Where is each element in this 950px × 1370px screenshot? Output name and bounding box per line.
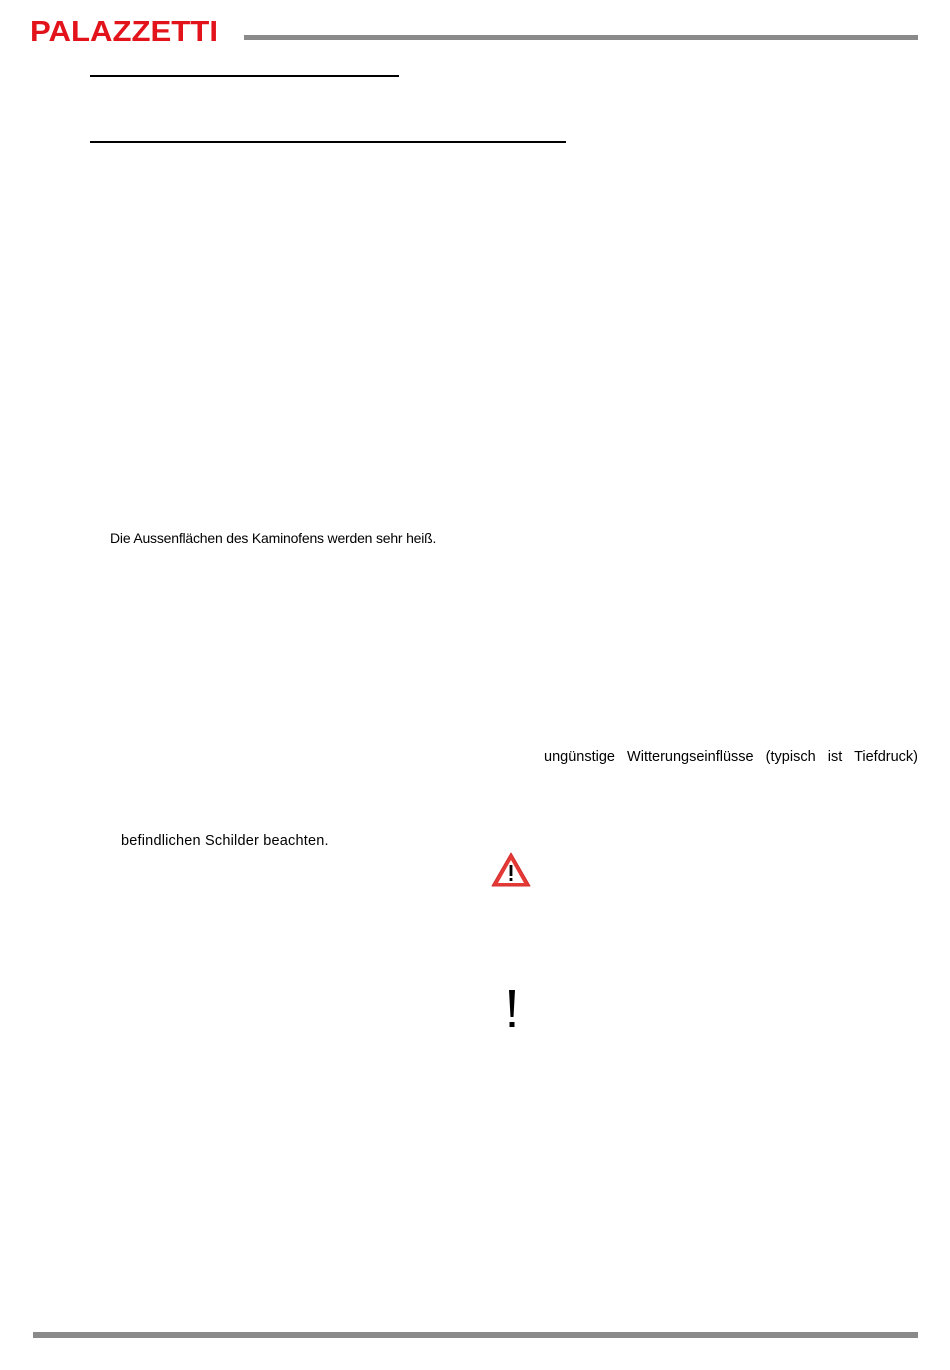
palazzetti-logo: [30, 14, 220, 46]
text-hot-surfaces: Die Aussenflächen des Kaminofens werden sehr heiß.: [110, 530, 437, 546]
exclamation-icon: [502, 987, 522, 1031]
section-rule-1: [90, 75, 399, 77]
header-rule: [244, 35, 918, 40]
footer-rule: [33, 1332, 918, 1338]
logo-text: PALAZZETTI: [30, 16, 218, 46]
warning-triangle-icon: [490, 851, 532, 888]
text-observe-labels: befindlichen Schilder beachten.: [121, 833, 329, 849]
section-rule-2: [90, 141, 566, 143]
text-weather-conditions: ungünstige Witterungseinflüsse (typisch ist Tiefdruck): [544, 749, 918, 765]
